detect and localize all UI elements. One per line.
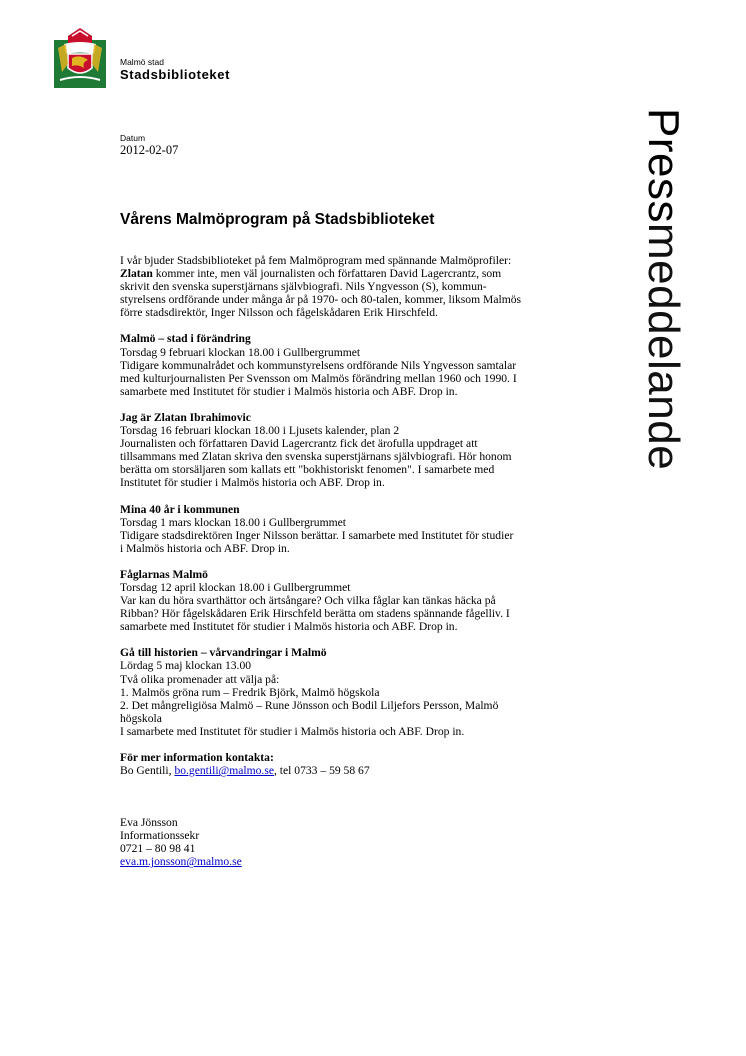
- event-when: Torsdag 16 februari klockan 18.00 i Ljusets kalender, plan 2: [120, 424, 400, 438]
- contact-phone: , tel 0733 – 59 58 67: [274, 764, 370, 778]
- event-when: Lördag 5 maj klockan 13.00: [120, 659, 252, 673]
- contact-heading: För mer information kontakta:: [120, 751, 274, 764]
- event-section: [120, 568, 620, 633]
- event-line: Institutet för studier i Malmös historia och ABF. Drop in.: [120, 476, 385, 490]
- event-line: 2. Det mångreligiösa Malmö – Rune Jönsson och Bodil Liljefors Persson, Malmö: [120, 698, 499, 712]
- intro-line: [120, 267, 620, 280]
- event-line: högskola: [120, 711, 162, 725]
- organization-block: [120, 57, 230, 82]
- event-when: Torsdag 12 april klockan 18.00 i Gullbergrummet: [120, 580, 351, 594]
- event-title: Jag är Zlatan Ibrahimovic: [120, 410, 251, 424]
- event-line: Tidigare kommunalrådet och kommunstyrelsens ordförande Nils Yngvesson samtalar: [120, 358, 517, 372]
- contact-line: [120, 764, 620, 777]
- event-line: tillsammans med Zlatan skriva den svenska superstjärnans självbiografi. Hör honom: [120, 450, 512, 464]
- org-city: Malmö stad: [120, 57, 164, 67]
- contact-block: [120, 751, 620, 777]
- side-title-pressmeddelande: [638, 108, 688, 470]
- signature-name: Eva Jönsson: [120, 816, 178, 830]
- event-section: [120, 646, 620, 738]
- contact-email-link[interactable]: bo.gentili@malmo.se: [174, 764, 274, 778]
- event-line: samarbete med Institutet för studier i Malmös historia och ABF. Drop in.: [120, 620, 458, 634]
- side-title-meddelande: meddelande: [639, 222, 688, 471]
- org-name: Stadsbiblioteket: [120, 67, 231, 82]
- intro-bold-zlatan: Zlatan: [120, 267, 153, 281]
- malmo-coat-of-arms-icon: [54, 24, 106, 88]
- intro-line-rest: kommer inte, men väl journalisten och författaren David Lagercrantz, som: [152, 267, 502, 281]
- event-line: i Malmös historia och ABF. Drop in.: [120, 541, 290, 555]
- event-line: I samarbete med Institutet för studier i Malmös historia och ABF. Drop in.: [120, 724, 465, 738]
- date-value: 2012-02-07: [120, 143, 179, 157]
- event-line: Ribban? Hör fågelskådaren Erik Hirschfeld berätta om stadens spännande fågelliv. I: [120, 607, 510, 621]
- press-release-body: [120, 254, 620, 869]
- event-section: [120, 411, 620, 490]
- intro-line: skrivit den svenska superstjärnans självbiografi. Nils Yngvesson (S), kommun-: [120, 280, 487, 294]
- event-line: Två olika promenader att välja på:: [120, 672, 280, 686]
- event-line: berätta om storsäljaren som kallats ett "bokhistoriskt fenomen". I samarbete med: [120, 463, 495, 477]
- intro-paragraph: [120, 254, 620, 319]
- event-title: Mina 40 år i kommunen: [120, 502, 240, 516]
- signature-email-link[interactable]: eva.m.jonsson@malmo.se: [120, 855, 242, 869]
- event-line: 1. Malmös gröna rum – Fredrik Björk, Malmö högskola: [120, 685, 380, 699]
- event-line: samarbete med Institutet för studier i Malmös historia och ABF. Drop in.: [120, 384, 458, 398]
- event-line: Journalisten och författaren David Lagercrantz fick det ärofulla uppdraget att: [120, 437, 478, 451]
- intro-line: I vår bjuder Stadsbiblioteket på fem Malmöprogram med spännande Malmöprofiler:: [120, 254, 512, 267]
- event-line: Tidigare stadsdirektören Inger Nilsson berättar. I samarbete med Institutet för studier: [120, 528, 514, 542]
- intro-line: förre stadsdirektör, Inger Nilsson och fågelskådaren Erik Hirschfeld.: [120, 306, 438, 320]
- signature-role: Informationssekr: [120, 829, 200, 843]
- side-title-press: Press: [639, 108, 688, 223]
- event-title: Malmö – stad i förändring: [120, 332, 251, 346]
- signature-block: [120, 816, 620, 868]
- event-section: [120, 503, 620, 555]
- contact-name: Bo Gentili,: [120, 764, 175, 778]
- event-section: [120, 332, 620, 397]
- event-line: Var kan du höra svarthättor och ärtsångare? Och vilka fåglar kan tänkas häcka på: [120, 594, 496, 608]
- signature-phone: 0721 – 80 98 41: [120, 842, 196, 856]
- date-label: Datum: [120, 133, 146, 143]
- page-title: Vårens Malmöprogram på Stadsbiblioteket: [120, 211, 435, 228]
- event-title: Gå till historien – vårvandringar i Malmö: [120, 646, 327, 660]
- event-when: Torsdag 1 mars klockan 18.00 i Gullbergrummet: [120, 515, 346, 529]
- event-line: med kulturjournalisten Per Svensson om Malmös förändring mellan 1960 och 1990. I: [120, 371, 517, 385]
- event-title: Fåglarnas Malmö: [120, 567, 208, 581]
- event-when: Torsdag 9 februari klockan 18.00 i Gullbergrummet: [120, 345, 361, 359]
- intro-line: styrelsens ordförande under många år på 1970- och 80-talen, kommer, liksom Malmös: [120, 293, 522, 307]
- date-block: [120, 133, 178, 158]
